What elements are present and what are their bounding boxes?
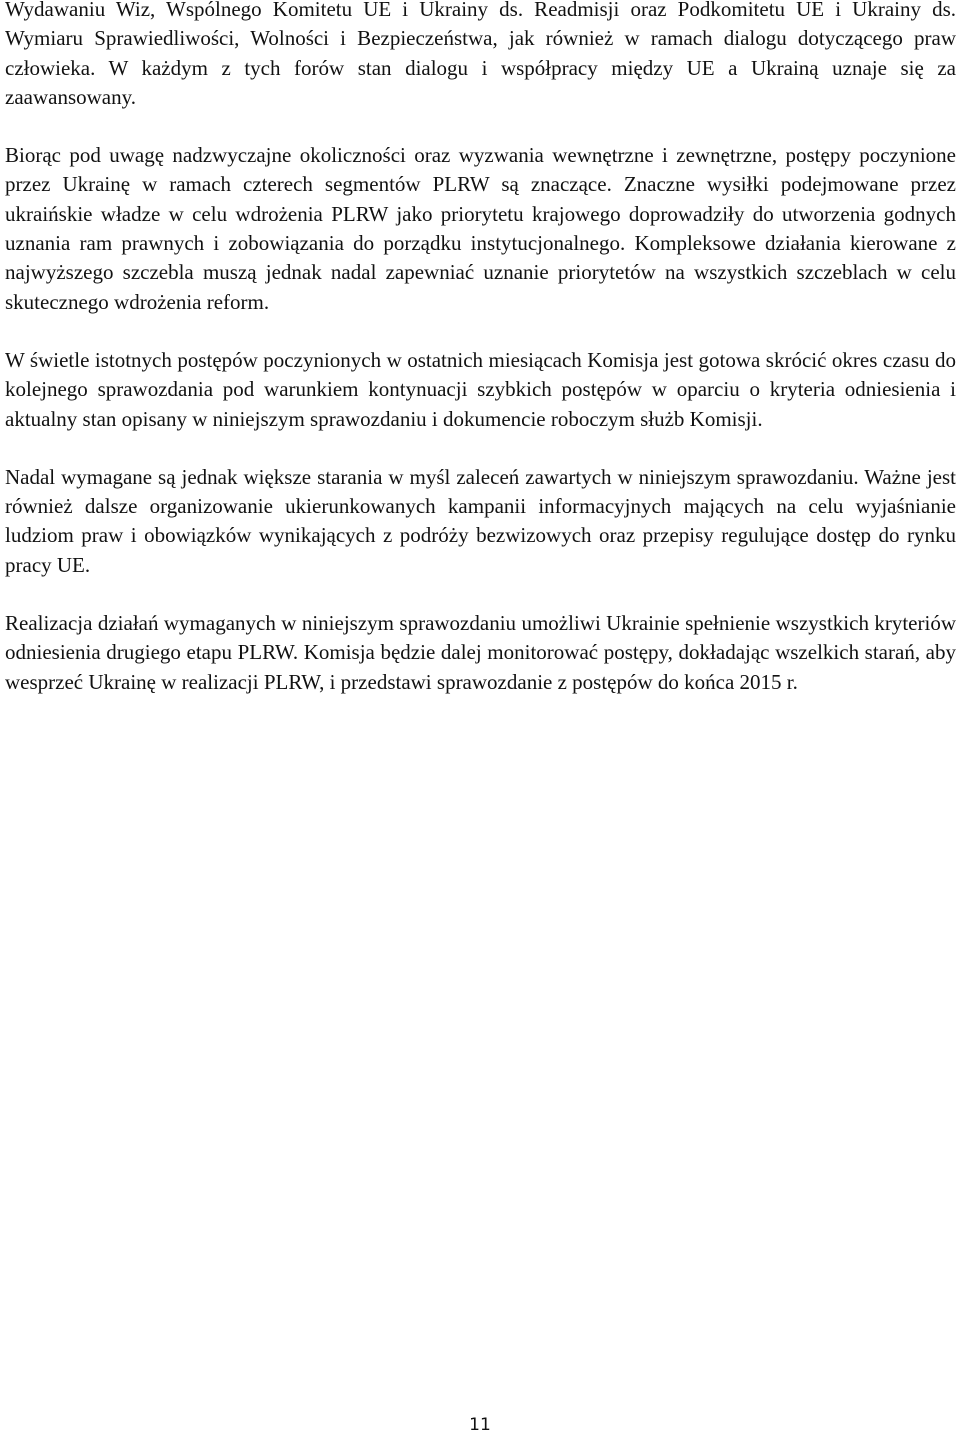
document-page [5, 0, 956, 726]
paragraph-dialogue-forums: Wydawaniu Wiz, Wspólnego Komitetu UE i Ukrainy ds. Readmisji oraz Podkomitetu UE i Ukrainy ds. Wymiaru Sprawiedliwości, Wolności i Bezpieczeństwa, jak również w ramach dialogu dotyczącego praw człowieka. W każdym z tych forów stan dialogu i współpracy między UE a Ukrainą uznaje się za zaawansowany. [5, 0, 956, 109]
paragraph-progress-assessment: Biorąc pod uwagę nadzwyczajne okoliczności oraz wyzwania wewnętrzne i zewnętrzne, postępy poczynione przez Ukrainę w ramach czterech segmentów PLRW są znaczące. Znaczne wysiłki podejmowane przez ukraińskie władze w celu wdrożenia PLRW jako priorytetu krajowego doprowadziły do utworzenia godnych uznania ram prawnych i zobowiązania do porządku instytucjonalnego. Kompleksowe działania kierowane z najwyższego szczebla muszą jednak nadal zapewniać uznanie priorytetów na wszystkich szczeblach w celu skutecznego wdrożenia reform. [5, 143, 956, 314]
paragraph-commission-readiness: W świetle istotnych postępów poczynionych w ostatnich miesiącach Komisja jest gotowa skrócić okres czasu do kolejnego sprawozdania pod warunkiem kontynuacji szybkich postępów w oparciu o kryteria odniesienia i aktualny stan opisany w niniejszym sprawozdaniu i dokumencie roboczym służb Komisji. [5, 347, 956, 431]
paragraph-conclusion: Realizacja działań wymaganych w niniejszym sprawozdaniu umożliwi Ukrainie spełnienie wszystkich kryteriów odniesienia drugiego etapu PLRW. Komisja będzie dalej monitorować postępy, dokładając wszelkich starań, aby wesprzeć Ukrainę w realizacji PLRW, i przedstawi sprawozdanie z postępów do końca 2015 r. [5, 611, 956, 694]
page-number: 11 [469, 1415, 491, 1435]
paragraph-further-efforts: Nadal wymagane są jednak większe starania w myśl zaleceń zawartych w niniejszym sprawozdaniu. Ważne jest również dalsze organizowanie ukierunkowanych kampanii informacyjnych mających na celu wyjaśnianie ludziom praw i obowiązków wynikających z podróży bezwizowych oraz przepisy regulujące dostęp do rynku pracy UE. [5, 464, 956, 577]
